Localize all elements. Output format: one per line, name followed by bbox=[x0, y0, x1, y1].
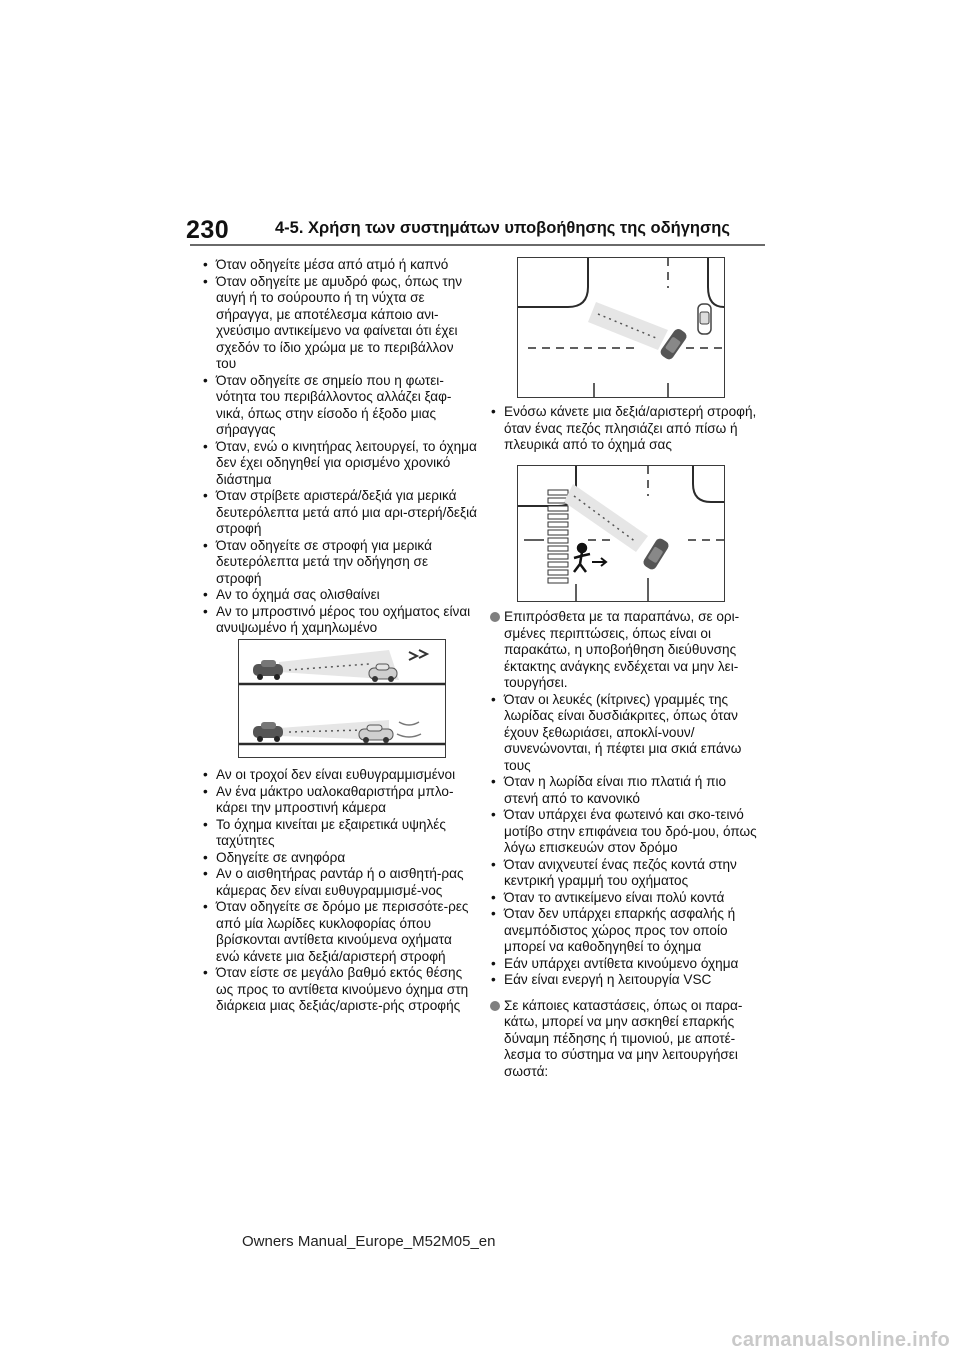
intersection-turn-illustration bbox=[518, 258, 724, 397]
list-item: • Όταν ανιχνευτεί ένας πεζός κοντά στην κεντρική γραμμή του οχήματος bbox=[490, 857, 762, 890]
section-title: 4-5. Χρήση των συστημάτων υποβοήθησης της οδήγησης bbox=[275, 219, 730, 237]
list-item: • Όταν οδηγείτε σε δρόμο με περισσότε-ρες από μία λωρίδες κυκλοφορίας όπου βρίσκονται αντίθετα κινούμενα οχήματα ενώ κάνετε μια δεξιά/αριστερή στροφή bbox=[202, 899, 477, 965]
list-item: • Όταν οδηγείτε μέσα από ατμό ή καπνό bbox=[202, 257, 477, 274]
pedestrian-crossing-illustration bbox=[518, 466, 724, 601]
watermark: carmanualsonline.info bbox=[731, 1329, 950, 1351]
list-item: • Όταν το αντικείμενο είναι πολύ κοντά bbox=[490, 890, 762, 907]
left-column-top bbox=[202, 257, 477, 637]
oncoming-vehicle-icon bbox=[698, 304, 711, 334]
footer-manual-id: Owners Manual_Europe_M52M05_en bbox=[242, 1233, 496, 1250]
right-column-top bbox=[490, 404, 762, 454]
vehicle-icon bbox=[253, 722, 283, 742]
list-item: • Όταν, ενώ ο κινητήρας λειτουργεί, το όχημα δεν έχει οδηγηθεί για ορισμένο χρονικό διάστημα bbox=[202, 439, 477, 489]
list-item: • Εάν είναι ενεργή η λειτουργία VSC bbox=[490, 972, 762, 989]
list-item: • Όταν υπάρχει ένα φωτεινό και σκο-τεινό μοτίβο στην επιφάνεια του δρό-μου, όπως λόγω επισκευών στον δρόμο bbox=[490, 807, 762, 857]
list-item: • Αν ένα μάκτρο υαλοκαθαριστήρα μπλο-κάρει την μπροστινή κάμερα bbox=[202, 784, 477, 817]
list-item: • Όταν οδηγείτε σε σημείο που η φωτει-νότητα του περιβάλλοντος αλλάζει ξαφ-νικά, όπως στην είσοδο ή έξοδο μιας σήραγγας bbox=[202, 373, 477, 439]
condition-list-left-1 bbox=[202, 257, 477, 637]
figure-intersection-turn bbox=[517, 257, 725, 398]
pedestrian-icon bbox=[574, 544, 590, 572]
circle-bullet-icon bbox=[490, 612, 500, 622]
list-item: • Αν το όχημά σας ολισθαίνει bbox=[202, 587, 477, 604]
note-paragraph bbox=[490, 998, 762, 1081]
list-item: • Αν το μπροστινό μέρος του οχήματος είναι ανυψωμένο ή χαμηλωμένο bbox=[202, 604, 477, 637]
list-item: • Όταν στρίβετε αριστερά/δεξιά για μερικά δευτερόλεπτα μετά από μια αρι-στερή/δεξιά στροφή bbox=[202, 488, 477, 538]
list-item: • Όταν οδηγείτε σε στροφή για μερικά δευτερόλεπτα μετά την οδήγηση σε στροφή bbox=[202, 538, 477, 588]
list-item: • Όταν η λωρίδα είναι πιο πλατιά ή πιο στενή από το κανονικό bbox=[490, 774, 762, 807]
condition-list-right-1 bbox=[490, 404, 762, 454]
road-radar-illustration bbox=[239, 640, 445, 757]
list-item: • Οδηγείτε σε ανηφόρα bbox=[202, 850, 477, 867]
condition-list-left-2 bbox=[202, 767, 477, 1015]
crosswalk bbox=[548, 490, 568, 583]
right-column-bottom bbox=[490, 609, 762, 1080]
list-item: • Αν ο αισθητήρας ραντάρ ή ο αισθητή-ρας κάμερας δεν είναι ευθυγραμμισμέ-νος bbox=[202, 866, 477, 899]
left-column-bottom bbox=[202, 767, 477, 1015]
list-item: • Το όχημα κινείται με εξαιρετικά υψηλές ταχύτητες bbox=[202, 817, 477, 850]
list-item: • Όταν είστε σε μεγάλο βαθμό εκτός θέσης ως προς το αντίθετα κινούμενο όχημα στη διάρκεια μιας δεξιάς/αριστε-ρής στροφής bbox=[202, 965, 477, 1015]
note-paragraph bbox=[490, 609, 762, 692]
page-number: 230 bbox=[186, 216, 230, 244]
list-item: • Ενόσω κάνετε μια δεξιά/αριστερή στροφή, όταν ένας πεζός πλησιάζει από πίσω ή πλευρικά από το όχημά σας bbox=[490, 404, 762, 454]
circle-bullet-icon bbox=[490, 1001, 500, 1011]
figure-pedestrian-crossing bbox=[517, 465, 725, 602]
list-item: • Εάν υπάρχει αντίθετα κινούμενο όχημα bbox=[490, 956, 762, 973]
header-divider bbox=[190, 244, 765, 246]
condition-list-right-2 bbox=[490, 692, 762, 989]
note-text: Επιπρόσθετα με τα παραπάνω, σε ορι-σμένες περιπτώσεις, όπως είναι οι παρακάτω, η υποβοήθηση διεύθυνσης έκτακτης ανάγκης ενδέχεται να μην λει-τουργήσει. bbox=[504, 609, 740, 690]
list-item: • Όταν οδηγείτε με αμυδρό φως, όπως την αυγή ή το σούρουπο ή τη νύχτα σε σήραγγα, με αποτέλεσμα κάποιο ανι-χνεύσιμο αντικείμενο να φαίνεται ότι έχει σχεδόν το ίδιο χρώμα με το περιβάλλον του bbox=[202, 274, 477, 373]
vehicle-icon bbox=[253, 660, 283, 680]
figure-road-radar bbox=[238, 639, 446, 758]
list-item: • Αν οι τροχοί δεν είναι ευθυγραμμισμένοι bbox=[202, 767, 477, 784]
list-item: • Όταν δεν υπάρχει επαρκής ασφαλής ή ανεμπόδιστος χώρος προς τον οποίο μπορεί να καθοδηγηθεί το όχημα bbox=[490, 906, 762, 956]
vehicle-icon bbox=[642, 537, 671, 572]
note-text: Σε κάποιες καταστάσεις, όπως οι παρα-κάτω, μπορεί να μην ασκηθεί επαρκής δύναμη πέδησης ή τιμονιού, με αποτέ-λεσμα το σύστημα να μην λειτουργήσει σωστά: bbox=[504, 997, 743, 1079]
list-item: • Όταν οι λευκές (κίτρινες) γραμμές της λωρίδας είναι δυσδιάκριτες, όπως όταν έχουν ξεθωριάσει, αποκλί-νουν/συνενώνονται, ή πέφτει μια σκιά επάνω τους bbox=[490, 692, 762, 775]
